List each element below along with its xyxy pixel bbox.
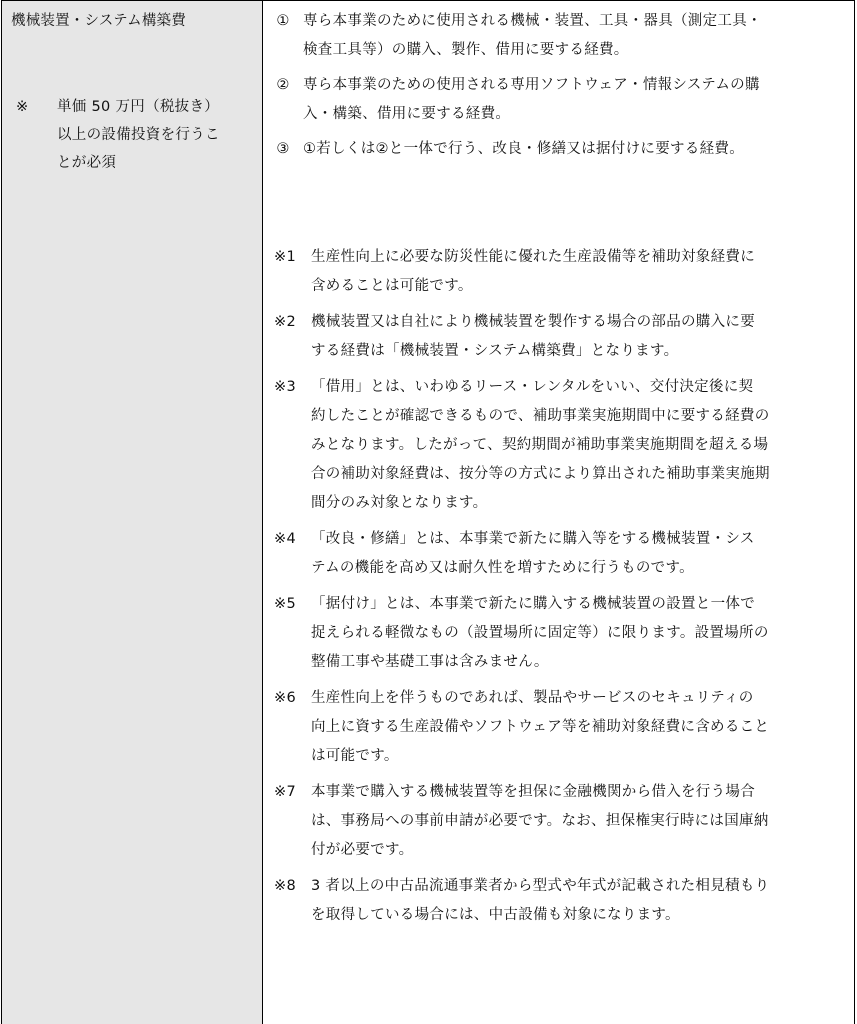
note-text: 生産性向上を伴うものであれば、製品やサービスのセキュリティの 向上に資する生産設備やソフトウェア等を補助対象経費に含めること は可能です。 (311, 690, 770, 764)
note-text: 本事業で購入する機械装置等を担保に金融機関から借入を行う場合 は、事務局への事前申請が必要です。なお、担保権実行時には国庫納 付が必要です。 (311, 784, 769, 858)
item-text: ①若しくは②と一体で行う、改良・修繕又は据付けに要する経費。 (303, 141, 744, 157)
note-text: 「据付け」とは、本事業で新たに購入する機械装置の設置と一体で 捉えられる軽微なもの（設置場所に固定等）に限ります。設置場所の 整備工事や基礎工事は含みません。 (311, 596, 769, 670)
note-label: ※3 (274, 379, 296, 395)
note-item (263, 590, 853, 677)
note-label: ※5 (274, 596, 296, 612)
note-text: 3 者以上の中古品流通事業者から型式や年式が記載された相見積もり を取得している場合には、中古設備も対象になります。 (311, 878, 770, 923)
note-item (263, 243, 853, 301)
note-text: 「借用」とは、いわゆるリース・レンタルをいい、交付決定後に契 約したことが確認できるもので、補助事業実施期間中に要する経費の みとなります。したがって、契約期間が補助事業実施期間を超える場 合の補助対象経費は、按分等の方式により算出された補助事業実施期 間分のみ対象となります。 (311, 379, 770, 511)
expense-table (1, 0, 855, 1024)
item-number: ① (276, 13, 290, 29)
note-item (263, 778, 853, 865)
eligible-items-list (263, 7, 853, 170)
note-text: 生産性向上に必要な防災性能に優れた生産設備等を補助対象経費に 含めることは可能です。 (311, 249, 755, 294)
note-label: ※4 (274, 531, 296, 547)
note-label: ※2 (274, 314, 296, 330)
item-number: ② (276, 77, 290, 93)
note-text: 「改良・修繕」とは、本事業で新たに購入等をする機械装置・シス テムの機能を高め又は耐久性を増すために行うものです。 (311, 531, 755, 576)
item-number: ③ (276, 141, 290, 157)
note-item (263, 525, 853, 583)
note-label: ※6 (274, 690, 296, 706)
notes-list (263, 243, 853, 937)
note-label: ※1 (274, 249, 296, 265)
note-label: ※8 (274, 878, 296, 894)
note-item (263, 872, 853, 930)
list-item (263, 71, 853, 129)
description-cell (263, 1, 854, 1024)
item-text: 専ら本事業のために使用される機械・装置、工具・器具（測定工具・ 検査工具等）の購入、製作、借用に要する経費。 (303, 13, 762, 58)
note-text: 機械装置又は自社により機械装置を製作する場合の部品の購入に要 する経費は「機械装置・システム構築費」となります。 (311, 314, 755, 359)
note-item (263, 373, 853, 518)
item-text: 専ら本事業のための使用される専用ソフトウェア・情報システムの購 入・構築、借用に要する経費。 (303, 77, 760, 122)
note-item (263, 684, 853, 771)
note-label: ※7 (274, 784, 296, 800)
list-item (263, 7, 853, 65)
requirement-text: 単価 50 万円（税抜き） 以上の設備投資を行うこ とが必須 (57, 99, 220, 171)
category-title: 機械装置・システム構築費 (11, 13, 186, 29)
note-item (263, 308, 853, 366)
list-item (263, 135, 853, 164)
note-mark: ※ (16, 99, 29, 115)
category-cell (2, 1, 263, 1024)
